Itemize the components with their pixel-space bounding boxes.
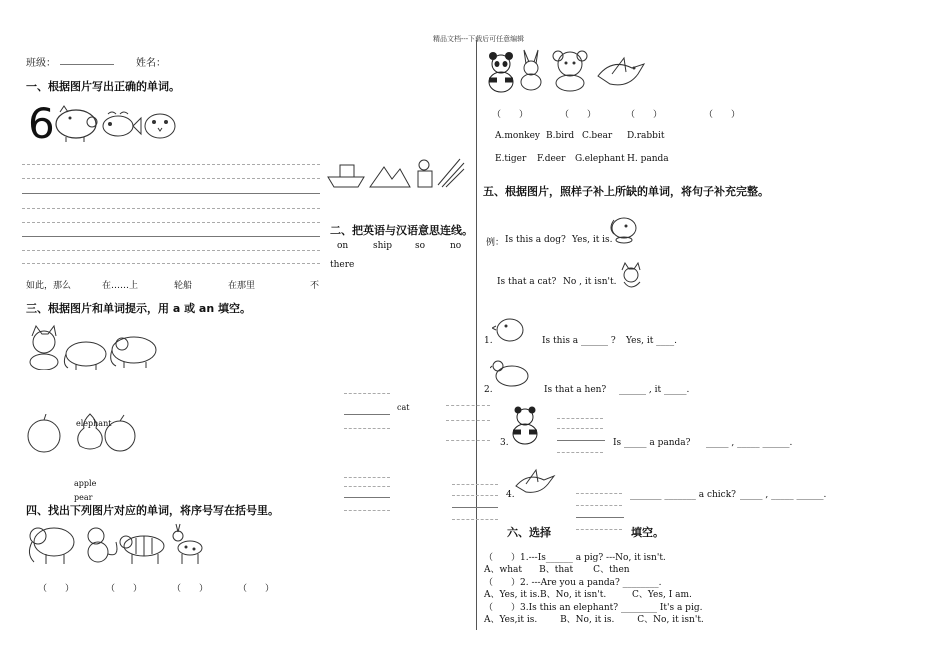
answer-line[interactable] [344, 393, 390, 394]
answer-line[interactable] [344, 414, 390, 415]
item-2-answer[interactable]: ______ , it _____. [619, 385, 690, 395]
answer-line[interactable] [446, 440, 490, 441]
answer-line[interactable] [452, 484, 498, 485]
answer-bracket-2[interactable]: （ ） [106, 584, 143, 594]
answer-line[interactable] [576, 493, 622, 494]
writing-line[interactable] [22, 178, 320, 179]
top-bracket-2[interactable]: （ ） [560, 110, 597, 120]
item-4-question[interactable]: _______ _______ a chick? [630, 490, 736, 500]
item-2-question: Is that a hen? [544, 385, 607, 395]
answer-line[interactable] [576, 505, 622, 506]
option-a: A.monkey [495, 131, 540, 141]
answer-line[interactable] [344, 497, 390, 498]
rabbit-picture [514, 48, 548, 92]
item-3-answer[interactable]: _____ , _____ ______. [706, 438, 793, 448]
writing-line[interactable] [22, 208, 320, 209]
answer-line[interactable] [576, 529, 622, 530]
dog-picture [606, 210, 640, 244]
answer-line[interactable] [557, 428, 603, 429]
chinese-word-1[interactable]: 如此，那么 [26, 281, 72, 291]
hen-picture [490, 356, 530, 390]
choice-options-1: A、what B、that C、then [484, 565, 630, 575]
item-2-number: 2. [484, 385, 493, 395]
chinese-word-3[interactable]: 轮船 [174, 281, 193, 291]
item-1-answer[interactable]: Yes, it ____. [626, 336, 678, 346]
cat-picture [24, 324, 64, 370]
item-4-answer[interactable]: _____ , _____ ______. [740, 490, 827, 500]
writing-line[interactable] [22, 263, 320, 264]
english-word-5[interactable]: there [330, 260, 355, 270]
elephant-picture-3 [24, 522, 78, 566]
section-6-title-b: 填空。 [631, 526, 664, 539]
answer-bracket-4[interactable]: （ ） [238, 584, 275, 594]
chinese-word-2[interactable]: 在……上 [102, 281, 139, 291]
sample-question: Is that a cat? [497, 277, 557, 287]
answer-line[interactable] [452, 507, 498, 508]
answer-line[interactable] [452, 519, 498, 520]
deer-picture [166, 522, 206, 566]
answer-line[interactable] [344, 510, 390, 511]
top-bracket-3[interactable]: （ ） [626, 110, 663, 120]
pig-picture [52, 104, 100, 144]
writing-line[interactable] [22, 236, 320, 237]
section-3-title: 三、根据图片和单词提示，用 a 或 an 填空。 [26, 302, 251, 315]
writing-line[interactable] [22, 193, 320, 194]
choice-question-2[interactable]: （ ）2. ---Are you a panda? ________. [484, 578, 662, 588]
example-question: Is this a dog? [505, 235, 566, 245]
elephant-picture-2 [106, 330, 160, 370]
page-header: 精品文档---下载后可任意编辑 [433, 35, 525, 43]
english-word-4[interactable]: no [450, 241, 462, 251]
answer-line[interactable] [344, 486, 390, 487]
fish-picture [98, 108, 142, 144]
answer-line[interactable] [446, 405, 490, 406]
choice-options-2: A、Yes, it is.B、No, it isn't. C、Yes, I am. [484, 590, 692, 600]
tiger-picture [118, 526, 170, 566]
bird-picture [594, 54, 648, 94]
item-1-question[interactable]: Is this a ______ ? [542, 336, 616, 346]
elephant-picture [60, 336, 110, 372]
answer-line[interactable] [576, 517, 624, 518]
bear-picture [550, 48, 590, 92]
cat-picture-2 [616, 262, 646, 290]
item-1-number: 1. [484, 336, 493, 346]
item-3-question[interactable]: Is _____ a panda? [613, 438, 691, 448]
option-c: C.bear [582, 131, 613, 141]
answer-line[interactable] [557, 440, 605, 441]
bird-picture-2 [512, 466, 556, 500]
english-word-3[interactable]: so [415, 241, 426, 251]
section-5-title: 五、根据图片，照样子补上所缺的单词，将句子补充完整。 [483, 185, 769, 198]
answer-line[interactable] [557, 452, 603, 453]
chick-picture [140, 106, 180, 142]
answer-line[interactable] [344, 428, 390, 429]
choice-options-3: A、Yes,it is. B、No, it is. C、No, it isn't. [484, 615, 704, 625]
sample-answer: No , it isn't. [563, 277, 617, 287]
word-hint-pear: pear [74, 493, 93, 502]
section-1-title: 一、根据图片写出正确的单词。 [26, 80, 180, 93]
chinese-word-5[interactable]: 不 [310, 281, 320, 291]
word-hint-apple: apple [74, 479, 97, 488]
section-4-title: 四、找出下列图片对应的单词，将序号写在括号里。 [26, 504, 279, 517]
section-2-title: 二、把英语与汉语意思连线。 [330, 224, 473, 237]
english-word-2[interactable]: ship [373, 241, 393, 251]
word-hint-elephant: elephant [76, 419, 112, 428]
option-h: H. panda [627, 154, 669, 164]
answer-line[interactable] [344, 477, 390, 478]
name-label: 姓名： [136, 58, 166, 69]
answer-bracket-3[interactable]: （ ） [172, 584, 209, 594]
chick-picture-2 [492, 310, 526, 344]
item-4-number: 4. [506, 490, 515, 500]
option-e: E.tiger [495, 154, 527, 164]
answer-line[interactable] [452, 495, 498, 496]
english-word-1[interactable]: on [337, 241, 349, 251]
answer-bracket-1[interactable]: （ ） [38, 584, 75, 594]
section-6-title-a: 六、选择 [507, 526, 551, 539]
chinese-word-4[interactable]: 在那里 [228, 281, 256, 291]
writing-line[interactable] [22, 222, 320, 223]
option-f: F.deer [537, 154, 566, 164]
column-divider [476, 40, 477, 630]
option-d: D.rabbit [627, 131, 665, 141]
option-g: G.elephant [575, 154, 625, 164]
item-3-number: 3. [500, 438, 509, 448]
orange-picture [24, 414, 64, 454]
example-answer: Yes, it is. [572, 235, 613, 245]
ship-picture [326, 155, 466, 191]
top-bracket-1[interactable]: （ ） [492, 110, 529, 120]
option-b: B.bird [546, 131, 575, 141]
class-label: 班级： [26, 58, 56, 69]
writing-line[interactable] [22, 250, 320, 251]
answer-line[interactable] [446, 420, 490, 421]
monkey-picture [78, 524, 122, 568]
choice-question-1[interactable]: （ ）1.---Is______ a pig? ---No, it isn't. [484, 553, 666, 563]
word-hint-cat: cat [397, 403, 410, 412]
class-field[interactable] [60, 64, 114, 65]
example-label: 例： [486, 238, 505, 248]
writing-line[interactable] [22, 164, 320, 165]
digit-six-picture: 6 [28, 99, 55, 148]
panda-picture-2 [508, 406, 542, 446]
choice-question-3[interactable]: （ ）3.Is this an elephant? ________ It's a pig. [484, 603, 703, 613]
answer-line[interactable] [557, 418, 603, 419]
top-bracket-4[interactable]: （ ） [704, 110, 741, 120]
